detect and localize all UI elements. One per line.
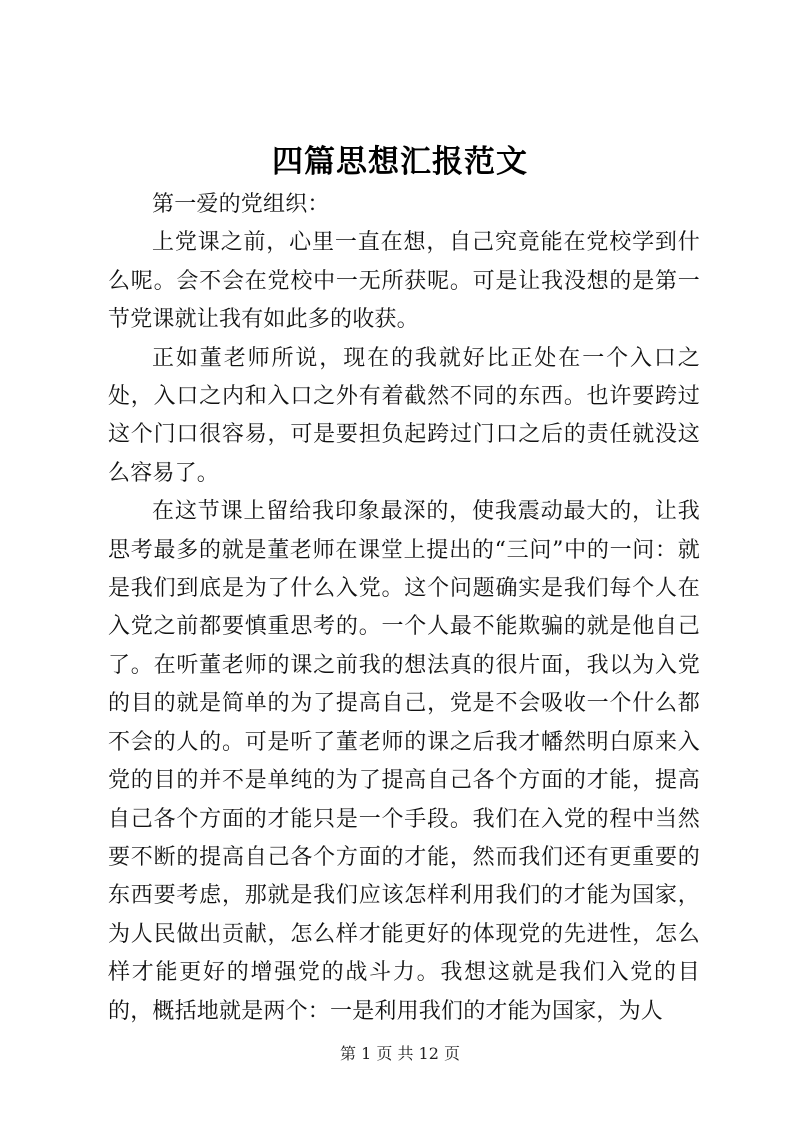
page-number-footer: 第 1 页 共 12 页 — [340, 1044, 460, 1063]
body-paragraph-3: 在这节课上留给我印象最深的，使我震动最大的，让我思考最多的就是董老师在课堂上提出的“三问”中的一问：就是我们到底是为了什么入党。这个问题确实是我们每个人在入党之前都要慎重思考的。一个人最不能欺骗的就是他自己了。在听董老师的课之前我的想法真的很片面，我以为入党的目的就是简单的为了提高自己，党是不会吸收一个什么都不会的人的。可是听了董老师的课之后我才幡然明白原来入党的目的并不是单纯的为了提高自己各个方面的才能，提高自己各个方面的才能只是一个手段。我们在入党的程中当然要不断的提高自己各个方面的才能，然而我们还有更重要的东西要考虑，那就是我们应该怎样利用我们的才能为国家，为人民做出贡献，怎么样才能更好的体现党的先进性，怎么样才能更好的增强党的战斗力。我想这就是我们入党的目的，概括地就是两个：一是利用我们的才能为国家，为人 — [108, 499, 700, 1024]
document-body — [108, 186, 700, 1031]
body-paragraph-2: 正如董老师所说，现在的我就好比正处在一个入口之处，入口之内和入口之外有着截然不同的东西。也许要跨过这个门口很容易，可是要担负起跨过门口之后的责任就没这么容易了。 — [108, 345, 700, 486]
salutation-paragraph: 第一爱的党组织： — [152, 192, 330, 217]
page-title: 四篇思想汇报范文 — [272, 144, 528, 180]
body-paragraph-1: 上党课之前，心里一直在想，自己究竟能在党校学到什么呢。会不会在党校中一无所获呢。可是让我没想的是第一节党课就让我有如此多的收获。 — [108, 230, 700, 333]
